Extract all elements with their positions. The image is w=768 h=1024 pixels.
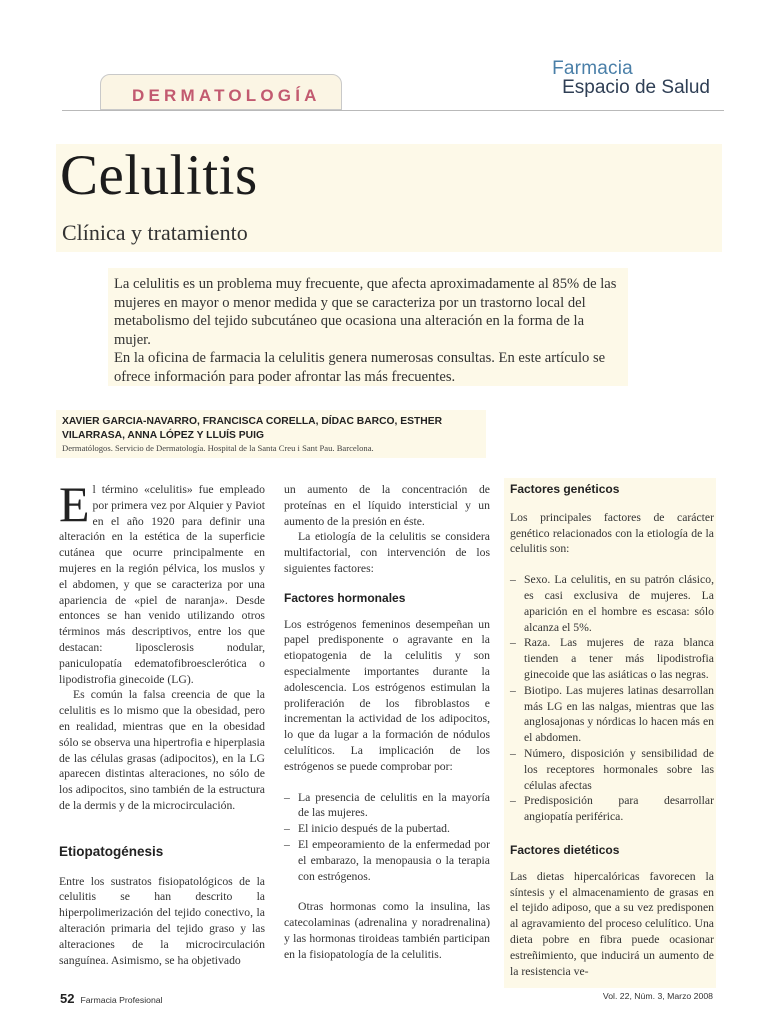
list-item: – El inicio después de la pubertad. <box>284 821 490 837</box>
column-1 <box>59 476 265 968</box>
spacer <box>284 884 490 899</box>
spacer <box>284 775 490 790</box>
paragraph: La etiología de la celulitis se considera multifactorial, con intervención de los siguientes factores: <box>284 530 490 575</box>
list-item: – La presencia de celulitis en la mayoría de las mujeres. <box>284 790 490 822</box>
authors: XAVIER GARCIA-NAVARRO, FRANCISCA CORELLA, DÍDAC BARCO, ESTHER VILARRASA, ANNA LÓPEZ Y LLUÍS PUIG <box>62 416 443 441</box>
spacer <box>510 557 714 572</box>
abstract-paragraph: La celulitis es un problema muy frecuente, que afecta aproximadamente al 85% de las mujeres en mayor o menor medida y que se caracteriza por un trastorno local del metabolismo del tejido subcutáneo que ocasiona una alteración en la forma de la mujer. <box>114 276 617 348</box>
drop-cap: E <box>59 476 90 532</box>
header-rule <box>62 110 724 111</box>
paragraph: Otras hormonas como la insulina, las catecolaminas (adrenalina y noradrenalina) y las hormonas tiroideas también participan en la fisiopatología de la celulitis. <box>284 900 490 961</box>
list-item: – Predisposición para desarrollar angiopatía periférica. <box>510 793 714 825</box>
paragraph: Entre los sustratos fisiopatológicos de la celulitis se han descrito la hiperpolimerización del tejido conectivo, la alteración primaria del tejido graso y las alteraciones de la microcirculación sanguínea. Asimismo, se ha objetivado <box>59 874 265 967</box>
article-title: Celulitis <box>60 144 258 207</box>
page-number: 52 <box>60 991 75 1006</box>
section-label: DERMATOLOGÍA <box>132 86 321 105</box>
list-item: – Número, disposición y sensibilidad de los receptores hormonales sobre las células afectas <box>510 746 714 793</box>
abstract <box>108 268 628 386</box>
list-item: – El empeoramiento de la enfermedad por el embarazo, la menopausia o la terapia con estrógenos. <box>284 837 490 884</box>
section-heading: Factores genéticos <box>510 482 620 496</box>
paragraph: Los estrógenos femeninos desempeñan un papel predisponente o agravante en la etiopatogenia de la celulitis y son especialmente importantes durante la adolescencia. Los estrógenos estimulan la proliferación de los fibroblastos e incrementan la actividad de los adipocitos, lo que da lugar a la formación de nódulos celulíticos. La implicación de los estrógenos se puede comprobar por: <box>284 617 490 773</box>
affiliation: Dermatólogos. Servicio de Dermatología. Hospital de la Santa Creu i Sant Pau. Barcelona. <box>62 443 374 453</box>
abstract-paragraph: En la oficina de farmacia la celulitis genera numerosas consultas. En este artículo se ofrece información para poder afrontar las más frecuentes. <box>114 350 606 385</box>
list-item: – Raza. Las mujeres de raza blanca tienden a tener más lipodistrofia ginecoide que las asiáticas o las negras. <box>510 635 714 682</box>
section-heading: Factores dietéticos <box>510 842 620 857</box>
paragraph: Los principales factores de carácter genético relacionados con la etiología de la celulitis son: <box>510 510 714 556</box>
column-2 <box>284 482 490 963</box>
section-tab <box>100 74 342 110</box>
paragraph-text: l término «celulitis» fue empleado por primera vez por Alquier y Paviot en el año 1920 para definir una alteración en la estética de la superficie cutánea que ocurre principalmente en mujeres en la región pélvica, los muslos y el abdomen, y que se caracteriza por una apariencia de «piel de naranja». Desde entonces se han venido utilizando otros términos más descriptivos, entre los que destacan: liposclerosis nodular, paniculopatía edematofibroesclerótica o lipodistrofia ginecoide (LG). <box>59 483 265 686</box>
paragraph: un aumento de la concentración de proteínas en el líquido intersticial y un aumento de la presión en éste. <box>284 483 490 528</box>
paragraph: Es común la falsa creencia de que la celulitis es lo mismo que la obesidad, pero en realidad, mientras que en la obesidad sólo se observa una hipertrofia e hiperplasia de las células grasas (adipocitos), en la LG aparecen distintas alteraciones, no sólo de los adipocitos, sino también de la estructura de la dermis y de la microcirculación. <box>59 688 265 812</box>
section-heading: Etiopatogénesis <box>59 843 164 859</box>
bullet-list <box>510 572 714 825</box>
issue-info: Vol. 22, Núm. 3, Marzo 2008 <box>602 991 713 1001</box>
paragraph: Las dietas hipercalóricas favorecen la síntesis y el almacenamiento de grasas en el tejido adiposo, que a su vez predisponen al agravamiento del proceso celulítico. Una dieta pobre en fibra puede ocasionar estreñimiento, que inducirá un aumento de la resistencia ve- <box>510 869 714 978</box>
journal-name: Farmacia Profesional <box>80 995 163 1005</box>
section-heading: Factores hormonales <box>284 590 406 605</box>
bullet-list <box>284 790 490 885</box>
brand-line-2: Espacio de Salud <box>562 77 710 98</box>
column-3 <box>510 482 714 979</box>
footer-left <box>60 991 163 1006</box>
article-subtitle: Clínica y tratamiento <box>62 220 248 245</box>
paragraph <box>59 476 265 687</box>
magazine-brand <box>552 58 710 99</box>
list-item: – Sexo. La celulitis, en su patrón clásico, es casi exclusiva de mujeres. La aparición en el hombre es escasa: sólo alcanza el 5%. <box>510 572 714 635</box>
brand-line-1: Farmacia <box>552 58 633 79</box>
list-item: – Biotipo. Las mujeres latinas desarrollan más LG en las nalgas, mientras que las anglosajonas y nórdicas lo hacen más en el abdomen. <box>510 683 714 746</box>
